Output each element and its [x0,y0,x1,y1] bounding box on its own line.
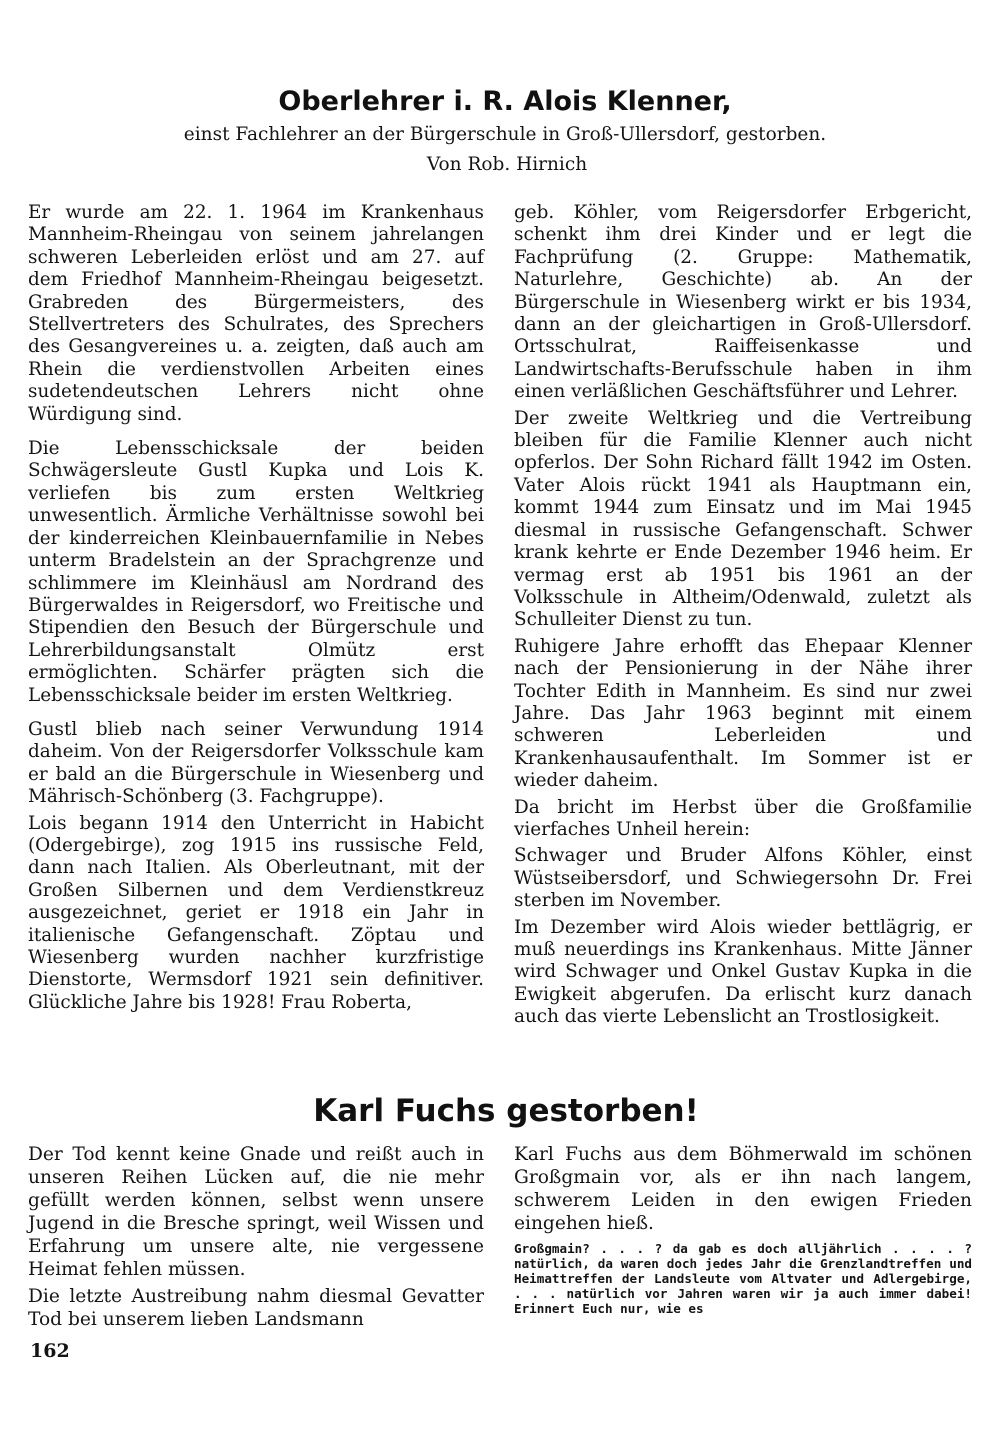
small-print-paragraph: Großgmain? . . . ? da gab es doch alljährlich . . . . ? natürlich, da waren doch jedes Jahr die Grenzlandtreffen und Heimattreffen der Landsleute vom Altvater und Adlergebirge, . . . natürlich vor Jahren waren wir ja auch immer dabei! Erinnert Euch nur, wie es [514,1241,972,1316]
article-fuchs-right-column [514,1143,972,1316]
paragraph: Ruhigere Jahre erhofft das Ehepaar Klenner nach der Pensionierung in der Nähe ihrer Tochter Edith in Mannheim. Es sind nur zwei Jahre. Das Jahr 1963 beginnt mit einem schweren Leberleiden und Krankenhausaufenthalt. Im Sommer ist er wieder daheim. [514,635,972,792]
paragraph: Der Tod kennt keine Gnade und reißt auch in unseren Reihen Lücken auf, die nie mehr gefüllt werden können, selbst wenn unsere Jugend in die Bresche springt, weil Wissen und Erfahrung um unsere alte, nie vergessene Heimat fehlen müssen. [28,1144,484,1280]
paragraph: Schwager und Bruder Alfons Köhler, einst Wüstseibersdorf, und Schwiegersohn Dr. Frei sterben im November. [514,845,972,912]
paragraph: Er wurde am 22. 1. 1964 im Krankenhaus Mannheim-Rheingau von seinem jahrelangen schweren Leberleiden erlöst und am 27. auf dem Friedhof Mannheim-Rheingau beigesetzt. Grabreden des Bürgermeisters, des Stellvertreters des Schulrates, des Sprechers des Gesangvereines u. a. zeigten, daß auch am Rhein die verdienstvollen Arbeiten eines sudetendeutschen Lehrers nicht ohne Würdigung sind. [28,202,484,425]
article-klenner-left-column [28,202,484,1014]
paragraph: Die Lebensschicksale der beiden Schwägersleute Gustl Kupka und Lois K. verliefen bis zum ersten Weltkrieg unwesentlich. Ärmliche Verhältnisse sowohl bei der kinderreichen Kleinbauernfamilie in Nebes unterm Bradelstein an der Sprachgrenze und schlimmere im Kleinhäusl am Nordrand des Bürgerwaldes in Reigersdorf, wo Freitische und Stipendien den Besuch der Bürgerschule und Lehrerbildungsanstalt Olmütz erst ermöglichten. Schärfer prägten sich die Lebensschicksale beider im ersten Weltkrieg. [28,438,484,706]
paragraph: Die letzte Austreibung nahm diesmal Gevatter Tod bei unserem lieben Landsmann [28,1286,484,1330]
page-number: 162 [30,1340,70,1362]
article-fuchs-title: Karl Fuchs gestorben! [313,1093,699,1129]
paragraph: Im Dezember wird Alois wieder bettlägrig, er muß neuerdings ins Krankenhaus. Mitte Jänner wird Schwager und Onkel Gustav Kupka in die Ewigkeit abgerufen. Da erlischt kurz danach auch das vierte Lebenslicht an Trostlosigkeit. [514,916,972,1028]
article-klenner-byline: Von Rob. Hirnich [426,154,588,175]
paragraph: Gustl blieb nach seiner Verwundung 1914 daheim. Von der Reigersdorfer Volksschule kam er bald an die Bürgerschule in Wiesenberg und Mährisch-Schönberg (3. Fachgruppe). [28,718,484,808]
paragraph: Der zweite Weltkrieg und die Vertreibung bleiben für die Familie Klenner auch nicht opferlos. Der Sohn Richard fällt 1942 im Osten. Vater Alois rückt 1941 als Hauptmann ein, kommt 1944 zum Einsatz und im Mai 1945 diesmal in russische Gefangenschaft. Schwer krank kehrte er Ende Dezember 1946 heim. Er vermag erst ab 1951 bis 1961 an der Volksschule in Altheim/Odenwald, zuletzt als Schulleiter Dienst zu tun. [514,407,972,631]
article-klenner-right-column [514,202,972,1029]
paragraph: Da bricht im Herbst über die Großfamilie vierfaches Unheil herein: [514,796,972,840]
paragraph: geb. Köhler, vom Reigersdorfer Erbgericht, schenkt ihm drei Kinder und er legt die Fachprüfung (2. Gruppe: Mathematik, Naturlehre, Geschichte) ab. An der Bürgerschule in Wiesenberg wirkt er bis 1934, dann an der gleichartigen in Groß-Ullersdorf. Ortsschulrat, Raiffeisenkasse und Landwirtschafts-Berufsschule haben in ihm einen verläßlichen Geschäftsführer und Lehrer. [514,202,972,403]
article-fuchs-left-column [28,1143,484,1331]
article-klenner-title: Oberlehrer i. R. Alois Klenner, [278,86,732,117]
paragraph: Lois begann 1914 den Unterricht in Habicht (Odergebirge), zog 1915 ins russische Feld, dann nach Italien. Als Oberleutnant, mit der Großen Silbernen und dem Verdienstkreuz ausgezeichnet, geriet er 1918 ein Jahr in italienische Gefangenschaft. Zöptau und Wiesenberg wurden nachher kurzfristige Dienstorte, Wermsdorf 1921 sein definitiver. Glückliche Jahre bis 1928! Frau Roberta, [28,812,484,1013]
paragraph: Karl Fuchs aus dem Böhmerwald im schönen Großgmain vor, als er ihn nach langem, schwerem Leiden in den ewigen Frieden eingehen hieß. [514,1144,972,1234]
article-klenner-subtitle: einst Fachlehrer an der Bürgerschule in Groß-Ullersdorf, gestorben. [183,124,827,145]
